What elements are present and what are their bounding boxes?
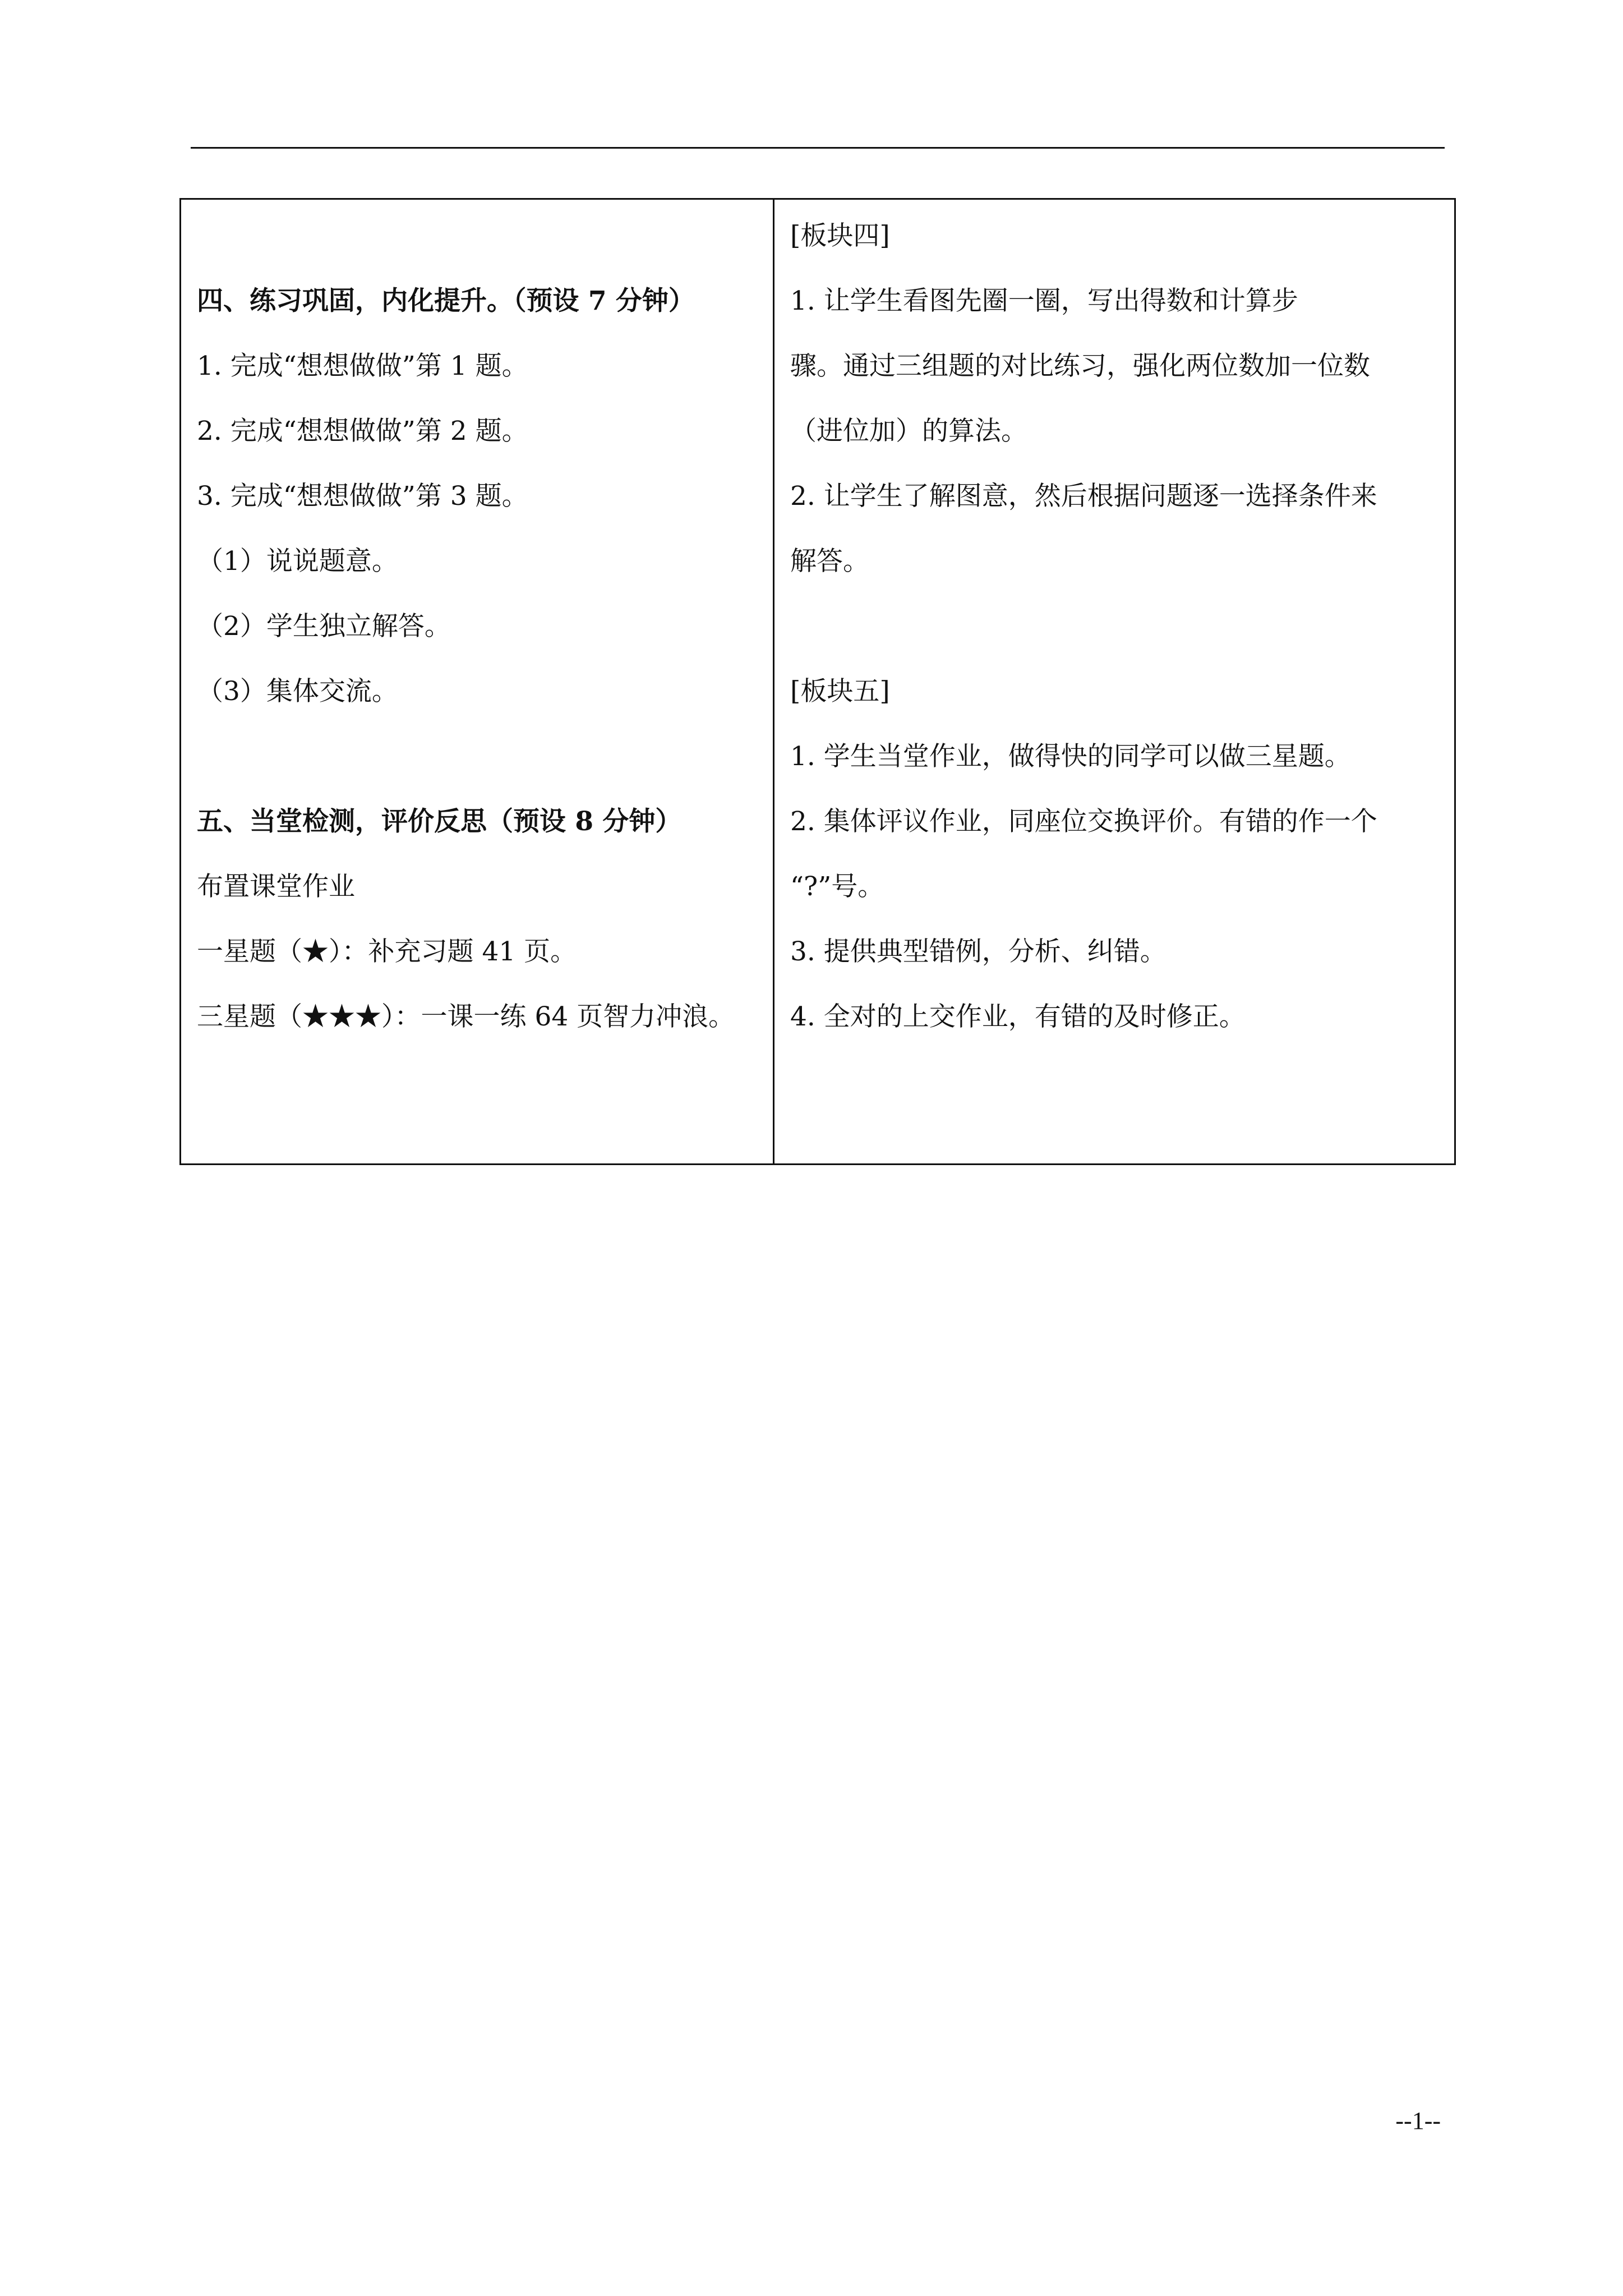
assessment-item: 布置课堂作业: [197, 871, 355, 902]
lesson-plan-table: [179, 198, 1456, 1165]
teaching-steps-column: [181, 200, 773, 1163]
assessment-item: 一星题（★）：补充习题 41 页。: [197, 936, 577, 967]
block-five-line: 1. 学生当堂作业，做得快的同学可以做三星题。: [790, 741, 1351, 772]
practice-subitem: （1）说说题意。: [197, 546, 398, 577]
assessment-item: 三星题（★★★）：一课一练 64 页智力冲浪。: [197, 1001, 735, 1032]
block-four-line: 1. 让学生看图先圈一圈，写出得数和计算步: [790, 286, 1298, 316]
block-four-line: 2. 让学生了解图意，然后根据问题逐一选择条件来: [790, 481, 1377, 512]
block-five-title: [板块五]: [790, 676, 890, 707]
block-five-line: 4. 全对的上交作业，有错的及时修正。: [790, 1001, 1246, 1032]
practice-item: 1. 完成“想想做做”第 1 题。: [197, 351, 528, 381]
practice-item: 3. 完成“想想做做”第 3 题。: [197, 481, 528, 512]
page-number: --1--: [1395, 2107, 1441, 2134]
section-heading-assessment: 五、当堂检测，评价反思（预设 8 分钟）: [197, 806, 682, 837]
block-four-title: [板块四]: [790, 220, 890, 251]
header-rule: [191, 147, 1445, 149]
block-four-line: 骤。通过三组题的对比练习，强化两位数加一位数: [790, 351, 1370, 381]
practice-subitem: （2）学生独立解答。: [197, 611, 451, 642]
block-five-line: 3. 提供典型错例，分析、纠错。: [790, 936, 1166, 967]
practice-item: 2. 完成“想想做做”第 2 题。: [197, 416, 528, 447]
design-notes-column: [774, 200, 1454, 1163]
block-four-line: （进位加）的算法。: [790, 416, 1027, 447]
practice-subitem: （3）集体交流。: [197, 676, 398, 707]
block-five-line: 2. 集体评议作业，同座位交换评价。有错的作一个: [790, 806, 1377, 837]
section-heading-practice: 四、练习巩固，内化提升。（预设 7 分钟）: [197, 286, 695, 316]
block-five-line: “?”号。: [790, 871, 884, 902]
block-four-line: 解答。: [790, 546, 869, 577]
